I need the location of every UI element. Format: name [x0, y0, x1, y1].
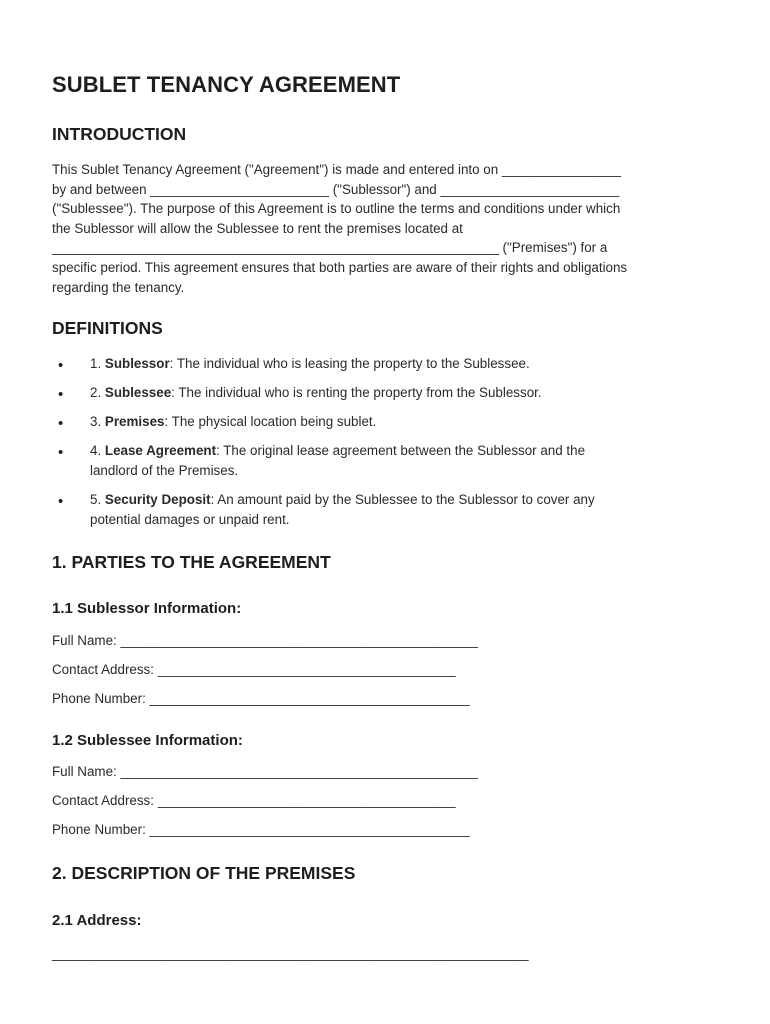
definition-term: Sublessee	[104, 385, 172, 400]
sublessee-info-heading: 1.2 Sublessee Information:	[52, 732, 243, 749]
introduction-paragraph	[52, 160, 627, 297]
definitions-heading: DEFINITIONS	[52, 318, 163, 338]
introduction-line: the Sublessor will allow the Sublessee to rent the premises located at	[52, 220, 463, 236]
item-number: 1.	[90, 356, 102, 371]
bullet-icon: •	[58, 493, 64, 510]
document-title: SUBLET TENANCY AGREEMENT	[52, 72, 401, 97]
definition-continuation: landlord of the Premises.	[90, 462, 239, 478]
sublessor-contact-address-field[interactable]: Contact Address: ________________________________________	[52, 662, 456, 677]
parties-heading: 1. PARTIES TO THE AGREEMENT	[52, 552, 331, 572]
sublessor-info-heading: 1.1 Sublessor Information:	[52, 600, 242, 617]
introduction-line: ("Sublessee"). The purpose of this Agreement is to outline the terms and conditions under which	[52, 201, 621, 217]
definition-text: : The individual who is leasing the property to the Sublessee.	[169, 356, 530, 371]
definition-continuation: potential damages or unpaid rent.	[90, 511, 290, 527]
introduction-line: specific period. This agreement ensures that both parties are aware of their rights and obligations	[52, 259, 628, 275]
bullet-icon: •	[58, 386, 64, 403]
premises-address-field[interactable]: ________________________________________________________________	[52, 946, 529, 961]
definition-term: Lease Agreement	[104, 443, 217, 458]
item-number: 4.	[90, 443, 102, 458]
definition-text: : The physical location being sublet.	[164, 414, 377, 429]
introduction-line: by and between ________________________ ("Sublessor") and ________________________	[52, 181, 620, 197]
sublessor-phone-number-field[interactable]: Phone Number: ___________________________________________	[52, 691, 470, 706]
item-number: 5.	[90, 492, 102, 507]
definition-term: Premises	[104, 414, 165, 429]
item-number: 2.	[90, 385, 102, 400]
sublessee-full-name-field[interactable]: Full Name: ________________________________________________	[52, 764, 478, 779]
introduction-line: This Sublet Tenancy Agreement ("Agreement") is made and entered into on ________________	[52, 162, 622, 177]
bullet-icon: •	[58, 415, 64, 432]
address-heading: 2.1 Address:	[52, 912, 142, 929]
sublessee-contact-address-field[interactable]: Contact Address: ________________________________________	[52, 793, 456, 808]
definition-term: Sublessor	[104, 356, 170, 371]
definition-text: : The individual who is renting the property from the Sublessor.	[171, 385, 542, 400]
sublessor-full-name-field[interactable]: Full Name: ________________________________________________	[52, 633, 478, 648]
definition-text: : An amount paid by the Sublessee to the Sublessor to cover any	[210, 492, 595, 507]
definition-text: : The original lease agreement between the Sublessor and the	[216, 443, 586, 458]
item-number: 3.	[90, 414, 102, 429]
introduction-line: ____________________________________________________________ ("Premises") for a	[52, 240, 608, 256]
definition-term: Security Deposit	[104, 492, 211, 507]
sublessee-phone-number-field[interactable]: Phone Number: ___________________________________________	[52, 822, 470, 837]
introduction-line: regarding the tenancy.	[52, 279, 185, 295]
bullet-icon: •	[58, 357, 64, 374]
bullet-icon: •	[58, 444, 64, 461]
introduction-heading: INTRODUCTION	[52, 124, 187, 144]
premises-heading: 2. DESCRIPTION OF THE PREMISES	[52, 863, 356, 883]
